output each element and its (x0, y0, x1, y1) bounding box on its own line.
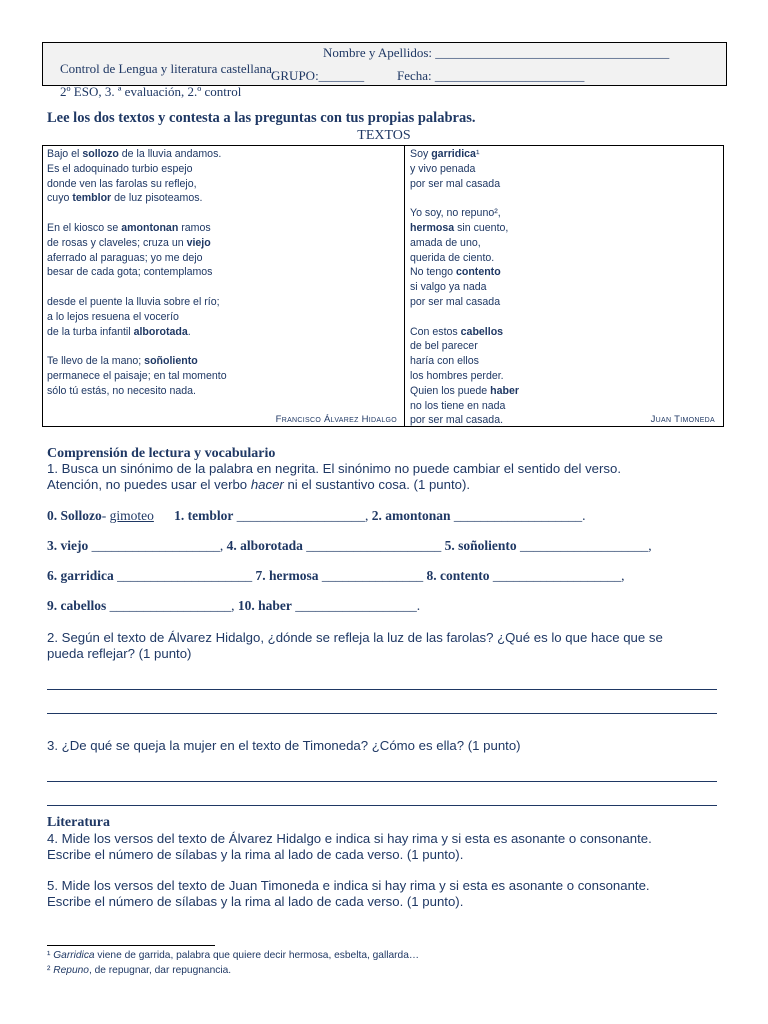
question-1-text-c: ni el sustantivo cosa. (1 punto). (283, 476, 471, 492)
question-1-italic-word: hacer (250, 476, 284, 492)
poem-line (47, 384, 227, 399)
question-5-line-2: Escribe el número de sílabas y la rima al lado de cada verso. (1 punto). (47, 893, 464, 909)
poem-line (410, 399, 519, 414)
poem-line (47, 251, 227, 266)
section-comprension-title: Comprensión de lectura y vocabulario (47, 446, 276, 461)
poem-text: amada de uno, (410, 236, 481, 249)
poem-line (410, 369, 519, 384)
poem-text: por ser mal casada (410, 177, 501, 190)
poem-text: Soy (410, 148, 432, 160)
vocab-blank[interactable]: ___________________, (489, 568, 625, 583)
poem-highlighted-word: garridica (431, 148, 476, 160)
poem-text: Quien los puede (410, 384, 491, 397)
poem-line (47, 147, 227, 162)
poem-text: de la lluvia andamos. (118, 148, 222, 160)
poem-line (47, 325, 227, 340)
poem-highlighted-word: soñoliento (144, 355, 198, 368)
vocab-blank[interactable]: ___________________, (516, 538, 652, 553)
poem-line (410, 191, 519, 206)
poem-line (47, 354, 227, 369)
answer-line[interactable] (47, 781, 717, 782)
poem-line (47, 177, 227, 192)
vocab-row-4 (47, 598, 420, 614)
poem-line (410, 384, 519, 399)
footnote-text: , de repugnar, dar repugnancia. (88, 965, 232, 976)
poem-alvarez-hidalgo (47, 147, 227, 399)
poem-text: sólo tú estás, no necesito nada. (47, 384, 197, 397)
poem-line (410, 206, 519, 221)
poem-line (410, 177, 519, 192)
poem-line (47, 339, 227, 354)
vocab-blank[interactable]: __________________. (291, 598, 421, 613)
poem-line (410, 325, 519, 340)
poem-text: En el kiosco se (47, 221, 122, 234)
poem-text: desde el puente la lluvia sobre el río; (47, 295, 220, 308)
question-5-line-1: 5. Mide los versos del texto de Juan Timoneda e indica si hay rima y si esta es asonante o consonante. (47, 878, 650, 893)
poem-line (47, 191, 227, 206)
poem-text: besar de cada gota; contemplamos (47, 266, 213, 279)
question-4-line-2: Escribe el número de sílabas y la rima al lado de cada verso. (1 punto). (47, 846, 464, 862)
poem-line (47, 295, 227, 310)
poem-text: de la turba infantil (47, 325, 134, 338)
vocab-label: 7. hermosa (255, 568, 319, 583)
vocab-blank[interactable]: _______________ (318, 568, 427, 583)
poem-text: sin cuento, (454, 221, 509, 234)
poem-line (410, 162, 519, 177)
poem-text: ramos (178, 221, 211, 234)
poem-highlighted-word: temblor (72, 192, 112, 205)
poem-highlighted-word: haber (490, 384, 519, 397)
vocab-label: 0. Sollozo (47, 508, 102, 523)
poem-text: a lo lejos resuena el vocerío (47, 310, 179, 323)
vocab-label: 2. amontonan (371, 508, 451, 523)
poem-text: no los tiene en nada (410, 399, 506, 412)
poem-text: permanece el paisaje; en tal momento (47, 369, 227, 382)
question-5 (47, 878, 650, 909)
poem-timoneda (410, 147, 519, 428)
poems-divider (404, 146, 405, 426)
header-level: 2º ESO, 3. ª evaluación, 2.º control (60, 84, 242, 99)
question-2 (47, 630, 722, 661)
poem-highlighted-word: sollozo (82, 148, 119, 160)
header-box (42, 42, 727, 99)
poem-text: por ser mal casada (410, 295, 501, 308)
question-1 (47, 461, 722, 492)
poem-text: de bel parecer (410, 340, 478, 353)
question-1-text-a: Atención, no puedes usar el verbo (47, 476, 251, 492)
footnote-term: Repuno (53, 965, 89, 976)
poem-text: por ser mal casada. (410, 414, 504, 427)
poem-line (47, 162, 227, 177)
poem-line (47, 221, 227, 236)
poem-line (410, 339, 519, 354)
vocab-example-answer: gimoteo (109, 508, 154, 523)
footnote-2 (47, 965, 231, 976)
question-1-line-1: 1. Busca un sinónimo de la palabra en negrita. El sinónimo no puede cambiar el sentido del verso. (47, 461, 622, 476)
vocab-blank[interactable]: __________________, (106, 598, 238, 613)
vocab-blank[interactable]: ___________________, (233, 508, 372, 523)
poem-text: y vivo penada (410, 162, 476, 175)
vocab-blank[interactable]: ____________________ (113, 568, 256, 583)
poem-highlighted-word: hermosa (410, 221, 455, 234)
question-4 (47, 831, 652, 862)
question-2-line-2: pueda reflejar? (1 punto) (47, 645, 192, 661)
poem-text: cuyo (47, 192, 73, 205)
poem-highlighted-word: contento (455, 266, 501, 279)
vocab-blank[interactable]: ____________________ (302, 538, 445, 553)
textos-heading: TEXTOS (357, 128, 411, 143)
vocab-row-2 (47, 538, 652, 554)
answer-line[interactable] (47, 713, 717, 714)
vocab-label: 10. haber (237, 598, 292, 613)
poem-text: Yo soy, no repuno (410, 207, 495, 220)
poem-text: de rosas y claveles; cruza un (47, 236, 187, 249)
vocab-blank[interactable]: ___________________. (450, 508, 586, 523)
vocab-label: 8. contento (426, 568, 490, 583)
footnote-1 (47, 950, 419, 961)
question-2-line-1: 2. Según el texto de Álvarez Hidalgo, ¿dónde se refleja la luz de las farolas? ¿Qué es lo que hace que se (47, 630, 663, 645)
question-3: 3. ¿De qué se queja la mujer en el texto de Timoneda? ¿Cómo es ella? (1 punto) (47, 738, 521, 753)
question-1-line-2 (47, 477, 722, 493)
poem-text: ², (494, 207, 501, 220)
poem-text: ¹ (475, 148, 480, 160)
poem1-author: Francisco Álvarez Hidalgo (275, 414, 397, 425)
poems-table (42, 145, 724, 427)
poem-highlighted-word: cabellos (460, 325, 504, 338)
poem-text: si valgo ya nada (410, 281, 487, 294)
vocab-label: 5. soñoliento (444, 538, 517, 553)
poem-line (410, 236, 519, 251)
poem-line (410, 413, 519, 428)
poem-text: Es el adoquinado turbio espejo (47, 162, 193, 175)
vocab-label: 1. temblor (174, 508, 234, 523)
vocab-label: 3. viejo (47, 538, 89, 553)
header-course: Control de Lengua y literatura castellana. (60, 61, 276, 76)
instructions-title: Lee los dos textos y contesta a las preguntas con tus propias palabras. (47, 110, 476, 126)
poem-text: Te llevo de la mano; (47, 355, 145, 368)
poem-line (410, 280, 519, 295)
poem-line (410, 295, 519, 310)
poem-line (47, 206, 227, 221)
poem-text: aferrado al paraguas; yo me dejo (47, 251, 203, 264)
poem-line (47, 369, 227, 384)
footnote-text: viene de garrida, palabra que quiere decir hermosa, esbelta, gallarda… (94, 950, 420, 961)
poem-text: Con estos (410, 325, 461, 338)
footnote-term: Garridica (53, 950, 95, 961)
poem-text: . (187, 325, 191, 338)
vocab-blank[interactable]: ___________________, (88, 538, 227, 553)
vocab-label: 9. cabellos (47, 598, 107, 613)
answer-line[interactable] (47, 689, 717, 690)
question-4-line-1: 4. Mide los versos del texto de Álvarez Hidalgo e indica si hay rima y si esta es asonante o consonante. (47, 831, 652, 846)
poem-line (410, 221, 519, 236)
poem-highlighted-word: amontonan (121, 221, 179, 234)
header-group-field[interactable]: GRUPO:_______ (271, 68, 365, 83)
poem-line (410, 310, 519, 325)
vocab-label: 4. alborotada (226, 538, 303, 553)
poem-text: haría con ellos (410, 355, 479, 368)
poem-text: de luz pisoteamos. (111, 192, 203, 205)
poem-line (410, 354, 519, 369)
poem-text: donde ven las farolas su reflejo, (47, 177, 197, 190)
vocab-row-3 (47, 568, 625, 584)
header-date-field[interactable]: Fecha: _______________________ (397, 68, 585, 83)
answer-line[interactable] (47, 805, 717, 806)
poem-highlighted-word: viejo (186, 236, 211, 249)
poem-text: Bajo el (47, 148, 83, 160)
poem-line (410, 265, 519, 280)
footnote-mark: ¹ (47, 950, 51, 961)
poem-line (47, 280, 227, 295)
poem-text: querida de ciento. (410, 251, 495, 264)
section-literatura-title: Literatura (47, 815, 110, 830)
vocab-label: 6. garridica (47, 568, 114, 583)
header-name-field[interactable]: Nombre y Apellidos: ____________________________________ (323, 45, 670, 60)
poem-line (410, 251, 519, 266)
footnote-separator (47, 945, 215, 946)
poem-text: los hombres perder. (410, 369, 504, 382)
vocab-row-1: 0. Sollozo- gimoteo 1. temblor ___________________, 2. amontonan ___________________. (47, 508, 586, 523)
poem-text: No tengo (410, 266, 456, 279)
poem-highlighted-word: alborotada (133, 325, 188, 338)
poem-line (47, 310, 227, 325)
poem2-author: Juan Timoneda (650, 414, 715, 425)
poem-line (47, 265, 227, 280)
poem-line (47, 236, 227, 251)
footnote-mark: ² (47, 965, 51, 976)
poem-line (410, 147, 519, 162)
